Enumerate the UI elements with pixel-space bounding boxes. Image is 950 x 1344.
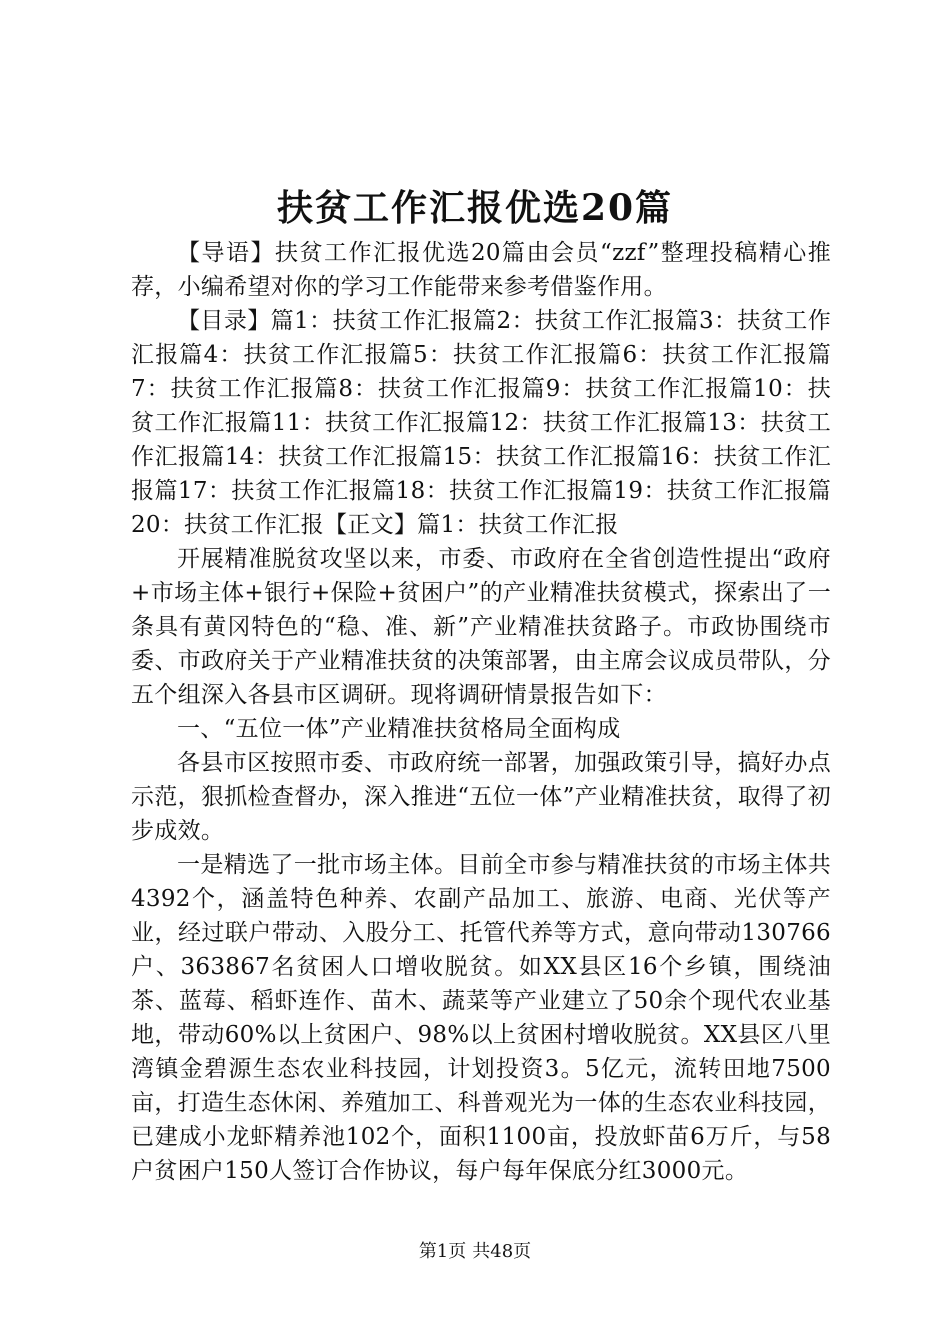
document-body <box>131 236 831 1188</box>
paragraph-overview: 各县市区按照市委、市政府统一部署，加强政策引导，搞好办点示范，狠抓检查督办，深入推进“五位一体”产业精准扶贫，取得了初步成效。 <box>131 750 831 844</box>
page-footer <box>0 1240 950 1264</box>
paragraph-guide: 【导语】扶贫工作汇报优选20篇由会员“zzf”整理投稿精心推荐，小编希望对你的学习工作能带来参考借鉴作用。 <box>131 240 831 300</box>
page-number: 第1页 <box>418 1241 467 1262</box>
paragraph-contents: 【目录】篇1：扶贫工作汇报篇2：扶贫工作汇报篇3：扶贫工作汇报篇4：扶贫工作汇报篇5：扶贫工作汇报篇6：扶贫工作汇报篇7：扶贫工作汇报篇8：扶贫工作汇报篇9：扶贫工作汇报篇10：扶贫工作汇报篇11：扶贫工作汇报篇12：扶贫工作汇报篇13：扶贫工作汇报篇14：扶贫工作汇报篇15：扶贫工作汇报篇16：扶贫工作汇报篇17：扶贫工作汇报篇18：扶贫工作汇报篇19：扶贫工作汇报篇20：扶贫工作汇报【正文】篇1：扶贫工作汇报 <box>131 308 831 538</box>
section-heading: 一、“五位一体”产业精准扶贫格局全面构成 <box>177 716 621 742</box>
document-title: 扶贫工作汇报优选20篇 <box>276 187 674 229</box>
paragraph-market-entities: 一是精选了一批市场主体。目前全市参与精准扶贫的市场主体共4392个，涵盖特色种养、农副产品加工、旅游、电商、光伏等产业，经过联户带动、入股分工、托管代养等方式，意向带动130766户、363867名贫困人口增收脱贫。如XX县区16个乡镇，围绕油茶、蓝莓、稻虾连作、苗木、蔬菜等产业建立了50余个现代农业基地，带动60%以上贫困户、98%以上贫困村增收脱贫。XX县区八里湾镇金碧源生态农业科技园，计划投资3。5亿元，流转田地7500亩，打造生态休闲、养殖加工、科普观光为一体的生态农业科技园，已建成小龙虾精养池102个，面积1100亩，投放虾苗6万斤，与58户贫困户150人签订合作协议，每户每年保底分红3000元。 <box>131 852 831 1184</box>
page-total: 共48页 <box>472 1241 532 1262</box>
paragraph-intro: 开展精准脱贫攻坚以来，市委、市政府在全省创造性提出“政府+市场主体+银行+保险+贫困户”的产业精准扶贫模式，探索出了一条具有黄冈特色的“稳、准、新”产业精准扶贫路子。市政协围绕市委、市政府关于产业精准扶贫的决策部署，由主席会议成员带队，分五个组深入各县市区调研。现将调研情景报告如下： <box>131 546 831 708</box>
